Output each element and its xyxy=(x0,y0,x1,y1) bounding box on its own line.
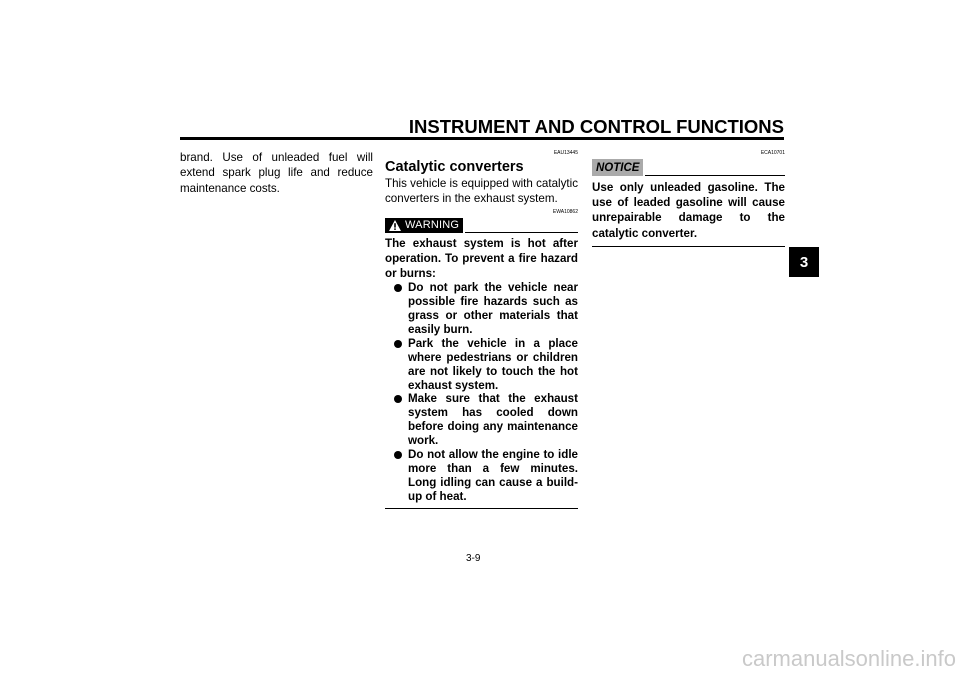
section-title: Catalytic converters xyxy=(385,159,524,175)
bullet-icon xyxy=(394,340,402,348)
header-rule xyxy=(180,137,784,140)
notice-text: Use only unleaded gasoline. The use of leaded gasoline will cause unrepairable damage to the catalytic converter. xyxy=(592,181,785,240)
chapter-tab: 3 xyxy=(789,247,819,277)
warning-badge xyxy=(385,218,463,233)
list-item: Do not park the vehicle near possible fire hazards such as grass or other materials that easily burn. xyxy=(392,281,578,337)
list-item: Make sure that the exhaust system has cooled down before doing any maintenance work. xyxy=(392,392,578,448)
section-intro: This vehicle is equipped with catalytic converters in the exhaust system. xyxy=(385,177,578,206)
column-2 xyxy=(385,150,578,509)
list-item: Park the vehicle in a place where pedestrians or children are not likely to touch the hot exhaust system. xyxy=(392,337,578,393)
warning-text: The exhaust system is hot after operation. To prevent a fire hazard or burns: xyxy=(385,236,578,280)
continued-paragraph: brand. Use of unleaded fuel will extend spark plug life and reduce maintenance costs. xyxy=(180,151,373,195)
section-code: EAU13445 xyxy=(553,150,578,156)
warning-end-rule xyxy=(385,508,578,509)
column-1 xyxy=(180,150,373,196)
bullet-icon xyxy=(394,451,402,459)
warning-triangle-icon xyxy=(389,220,401,231)
notice-line xyxy=(645,175,785,176)
warning-label: WARNING xyxy=(405,219,460,232)
page-header-title: INSTRUMENT AND CONTROL FUNCTIONS xyxy=(408,116,784,137)
notice-code: ECA10701 xyxy=(760,150,785,156)
column-3 xyxy=(592,150,785,247)
page-number: 3-9 xyxy=(466,553,481,564)
notice-badge: NOTICE xyxy=(592,159,643,176)
warning-line xyxy=(465,232,578,233)
notice-header xyxy=(592,159,785,176)
list-item: Do not allow the engine to idle more than a few minutes. Long idling can cause a build-up of heat. xyxy=(392,448,578,504)
notice-end-rule xyxy=(592,246,785,247)
warning-code: EWA10862 xyxy=(552,208,578,215)
warning-header xyxy=(385,216,578,233)
bullet-icon xyxy=(394,395,402,403)
warning-bullet-list xyxy=(385,281,578,504)
watermark: carmanualsonline.info xyxy=(741,646,956,671)
bullet-icon xyxy=(394,284,402,292)
